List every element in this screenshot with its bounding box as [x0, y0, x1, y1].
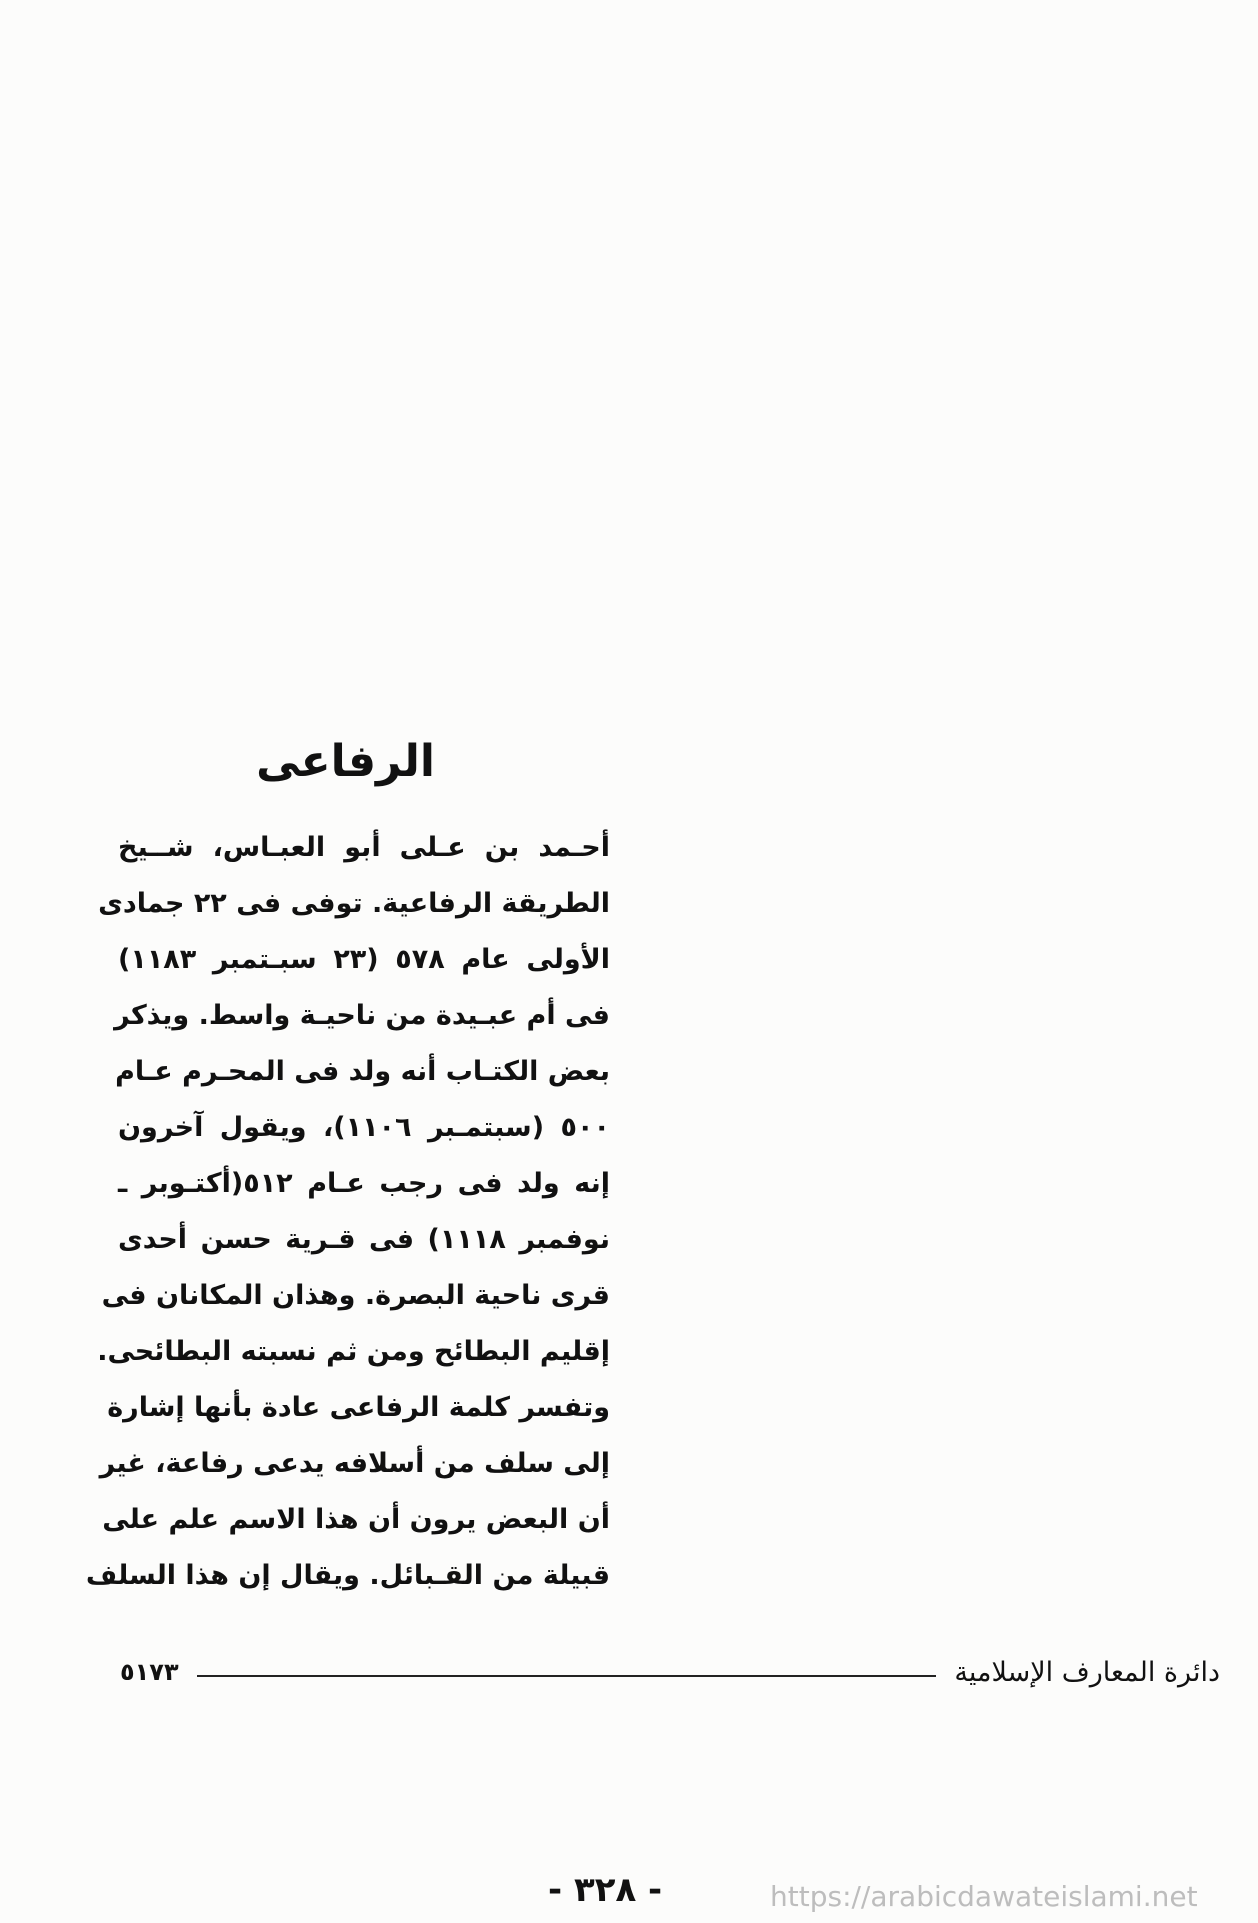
- folio-number: ٥١٧٣: [120, 1658, 179, 1686]
- body-line: قرى ناحية البصرة. وهذان المكانان فى: [101, 1280, 610, 1311]
- body-line: فى أم عبـيدة من ناحيـة واسط. ويذكر: [114, 1000, 610, 1031]
- body-line: الطريقة الرفاعية. توفى فى ٢٢ جمادى: [98, 888, 610, 919]
- body-line: الأولى عام ٥٧٨ (٢٣ سبـتمبر ١١٨٣): [118, 944, 610, 975]
- encyclopedia-entry: [85, 730, 610, 1604]
- footer-rule: [197, 1675, 937, 1677]
- body-line: إلى سلف من أسلافه يدعى رفاعة، غير: [99, 1448, 610, 1479]
- body-line: إنه ولد فى رجب عـام ٥١٢(أكتـوبر ـ: [118, 1168, 610, 1199]
- entry-title: الرفاعى: [256, 736, 435, 787]
- entry-body: [85, 820, 610, 1604]
- page-footer: [120, 1650, 1220, 1694]
- body-line: قبيلة من القـبائل. ويقال إن هذا السلف: [85, 1560, 610, 1591]
- body-line: بعض الكتـاب أنه ولد فى المحـرم عـام: [115, 1056, 610, 1087]
- body-line: أن البعض يرون أن هذا الاسم علم على: [102, 1504, 610, 1535]
- body-line: ٥٠٠ (سبتمـبر ١١٠٦)، ويقول آخرون: [118, 1112, 610, 1143]
- watermark-url: https://arabicdawateislami.net: [770, 1880, 1198, 1913]
- body-line: نوفمبر ١١١٨) فى قـرية حسن أحدى: [118, 1224, 610, 1255]
- journal-name: دائرة المعارف الإسلامية: [954, 1656, 1220, 1688]
- body-line: وتفسر كلمة الرفاعى عادة بأنها إشارة: [107, 1392, 610, 1423]
- page-number: - ٣٢٨ -: [548, 1870, 663, 1910]
- body-line: إقليم البطائح ومن ثم نسبته البطائحى.: [97, 1336, 610, 1367]
- body-line: أحـمد بن عـلى أبو العبـاس، شــيخ: [118, 832, 610, 863]
